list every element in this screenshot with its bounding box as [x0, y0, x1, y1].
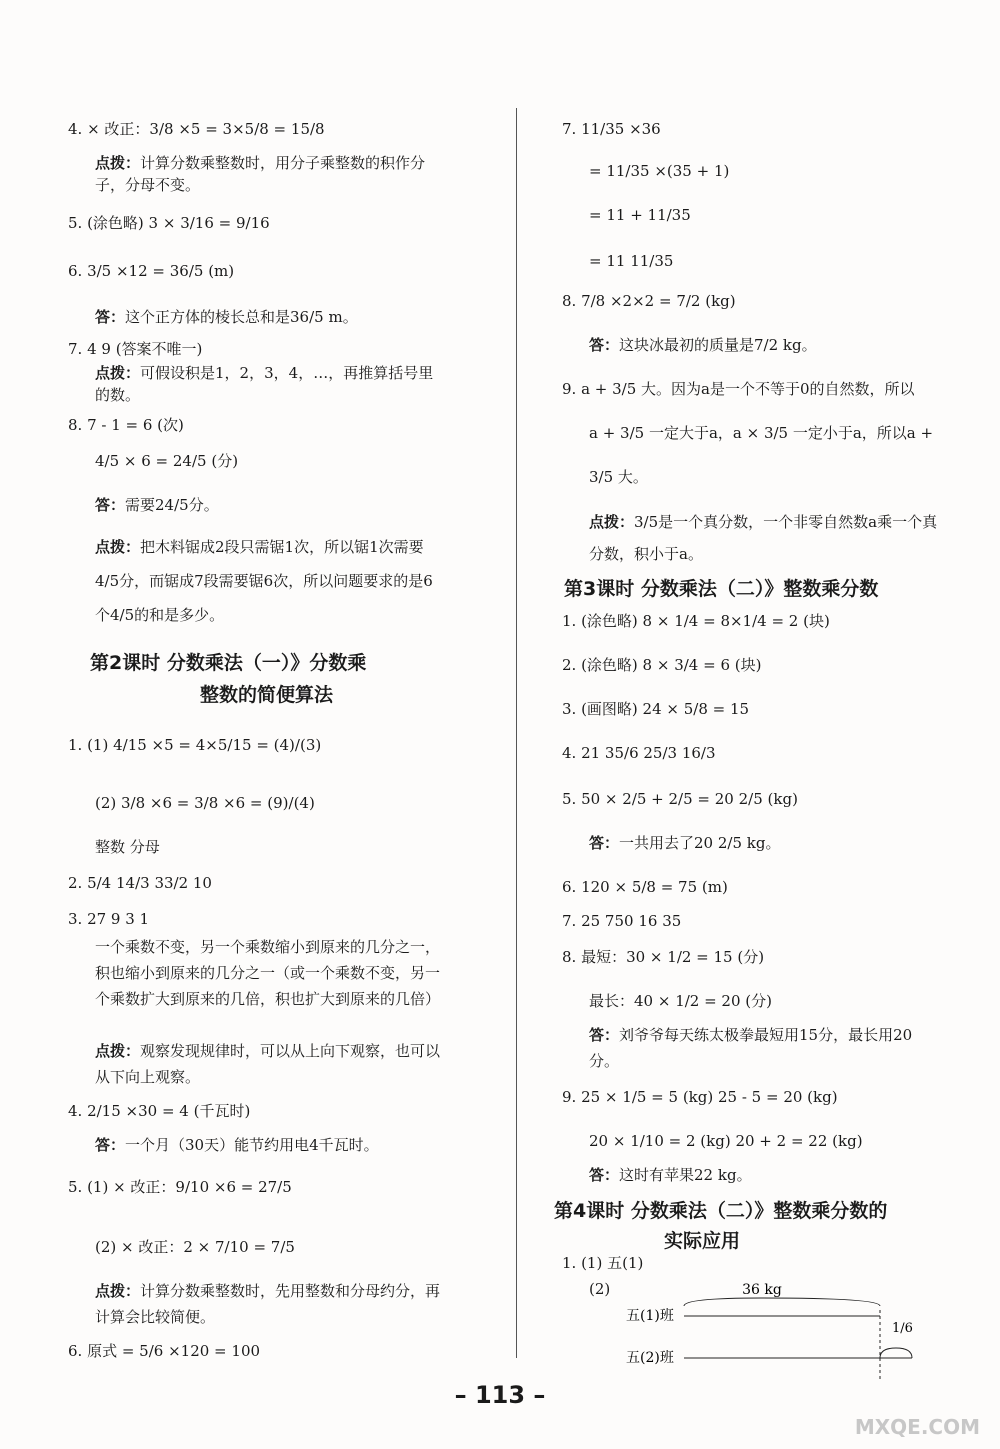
s3-q1: 1. (涂色略) 8 × 1/4 = 8×1/4 = 2 (块)	[562, 612, 830, 630]
class1-label: 五(1)班	[626, 1308, 674, 1324]
s3-q4: 4. 21 35/6 25/3 16/3	[562, 744, 716, 762]
tip-text: 可假设积是1，2，3，4，…，再推算括号里的数。	[95, 364, 434, 404]
answer-label: 答：	[95, 496, 126, 514]
s3-q9-1: 9. 25 × 1/5 = 5 (kg) 25 - 5 = 20 (kg)	[562, 1088, 838, 1106]
q8-line-b: 4/5 × 6 = 24/5 (分)	[95, 452, 239, 470]
column-divider	[516, 108, 517, 1358]
r-q8: 8. 7/8 ×2×2 = 7/2 (kg)	[562, 292, 736, 310]
r-q7-3: = 11 + 11/35	[589, 206, 691, 224]
q8-tip	[95, 530, 445, 632]
r-q9-2: a + 3/5 一定大于a，a × 3/5 一定小于a，所以a +	[589, 424, 934, 442]
diagram-weight-label: 36 kg	[742, 1282, 782, 1298]
class2-brace	[880, 1348, 912, 1358]
section-title-4b: 实际应用	[664, 1230, 741, 1252]
q7-line: 7. 4 9 (答案不唯一)	[68, 340, 203, 358]
watermark: MXQE.COM	[854, 1415, 980, 1439]
s3-q5-answer	[589, 832, 780, 854]
page-number: – 113 –	[454, 1381, 546, 1409]
section-title-2: 第2课时 分数乘法（一）》分数乘	[90, 652, 367, 674]
q4-tip	[95, 152, 445, 196]
s3-q3: 3. (画图略) 24 × 5/8 = 15	[562, 700, 750, 718]
s3-q6: 6. 120 × 5/8 = 75 (m)	[562, 878, 728, 896]
tip-text: 计算分数乘整数时，先用整数和分母约分，再计算会比较简便。	[95, 1282, 441, 1326]
tip-label: 点拨：	[95, 538, 141, 556]
s3-q7: 7. 25 750 16 35	[562, 912, 682, 930]
tip-text: 3/5是一个真分数，一个非零自然数a乘一个真分数，积小于a。	[589, 513, 938, 563]
answer-text: 一共用去了20 2/5 kg。	[619, 834, 781, 852]
answer-text: 一个月（30天）能节约用电4千瓦时。	[125, 1136, 379, 1154]
s3-q2: 2. (涂色略) 8 × 3/4 = 6 (块)	[562, 656, 762, 674]
s2-q5-2: (2) × 改正：2 × 7/10 = 7/5	[95, 1238, 295, 1256]
q7-tip	[95, 362, 445, 406]
r-q9-tip	[589, 506, 939, 570]
s4-q1-1: 1. (1) 五(1)	[562, 1254, 644, 1272]
s2-q4-answer	[95, 1134, 379, 1156]
answer-label: 答：	[589, 1166, 620, 1184]
diagram-fraction: 1/6	[892, 1321, 913, 1336]
s2-q6: 6. 原式 = 5/6 ×120 = 100	[68, 1342, 261, 1360]
q8-answer	[95, 494, 219, 516]
r-q7-2: = 11/35 ×(35 + 1)	[589, 162, 730, 180]
s2-q4: 4. 2/15 ×30 = 4 (千瓦时)	[68, 1102, 251, 1120]
tip-label: 点拨：	[95, 1042, 141, 1060]
tip-text: 把木料锯成2段只需锯1次，所以锯1次需要4/5分，而锯成7段需要锯6次，所以问题要求的是6个4/5的和是多少。	[95, 538, 433, 624]
answer-text: 需要24/5分。	[125, 496, 219, 514]
tip-label: 点拨：	[589, 513, 635, 531]
s2-q1-2: (2) 3/8 ×6 = 3/8 ×6 = (9)/(4)	[95, 794, 315, 812]
r-q9-3: 3/5 大。	[589, 468, 648, 486]
q8-line-a: 8. 7 - 1 = 6 (次)	[68, 416, 184, 434]
s3-q9-2: 20 × 1/10 = 2 (kg) 20 + 2 = 22 (kg)	[589, 1132, 863, 1150]
tip-text: 观察发现规律时，可以从上向下观察，也可以从下向上观察。	[95, 1042, 441, 1086]
r-q9-1: 9. a + 3/5 大。因为a是一个不等于0的自然数，所以	[562, 380, 915, 398]
top-brace	[684, 1298, 880, 1306]
tip-text: 计算分数乘整数时，用分子乘整数的积作分子，分母不变。	[95, 154, 426, 194]
s3-q8-2: 最长：40 × 1/2 = 20 (分)	[589, 992, 772, 1010]
answer-label: 答：	[589, 336, 620, 354]
r-q7-1: 7. 11/35 ×36	[562, 120, 661, 138]
answer-label: 答：	[95, 1136, 126, 1154]
s3-q9-answer	[589, 1164, 752, 1186]
r-q7-4: = 11 11/35	[589, 252, 674, 270]
class2-label: 五(2)班	[626, 1350, 674, 1366]
s2-q3: 3. 27 9 3 1	[68, 910, 150, 928]
s3-q8-1: 8. 最短：30 × 1/2 = 15 (分)	[562, 948, 765, 966]
q6-line: 6. 3/5 ×12 = 36/5 (m)	[68, 262, 235, 280]
answer-text: 刘爷爷每天练太极拳最短用15分，最长用20分。	[589, 1026, 913, 1070]
s2-q1-1: 1. (1) 4/15 ×5 = 4×5/15 = (4)/(3)	[68, 736, 322, 754]
tip-label: 点拨：	[95, 364, 141, 382]
answer-label: 答：	[589, 1026, 620, 1044]
s2-q2: 2. 5/4 14/3 33/2 10	[68, 874, 212, 892]
section-title-2b: 整数的简便算法	[200, 684, 334, 706]
s4-q1-2: (2)	[589, 1280, 611, 1298]
tip-label: 点拨：	[95, 1282, 141, 1300]
q4-line: 4. × 改正：3/8 ×5 = 3×5/8 = 15/8	[68, 120, 325, 138]
tip-label: 点拨：	[95, 154, 141, 172]
section-title-4: 第4课时 分数乘法（二）》整数乘分数的	[554, 1200, 888, 1222]
s3-q5: 5. 50 × 2/5 + 2/5 = 20 2/5 (kg)	[562, 790, 798, 808]
q5-line: 5. (涂色略) 3 × 3/16 = 9/16	[68, 214, 270, 232]
q6-answer	[95, 306, 358, 328]
r-q8-answer	[589, 334, 817, 356]
answer-text: 这块冰最初的质量是7/2 kg。	[619, 336, 817, 354]
answer-label: 答：	[95, 308, 126, 326]
s2-q3-tip	[95, 1038, 445, 1090]
answer-text: 这个正方体的棱长总和是36/5 m。	[125, 308, 358, 326]
bar-diagram	[562, 1280, 962, 1380]
s3-q8-answer	[589, 1022, 939, 1074]
s2-q1-3: 整数 分母	[95, 838, 160, 856]
s2-q3-text: 一个乘数不变，另一个乘数缩小到原来的几分之一，积也缩小到原来的几分之一（或一个乘数不变，另一个乘数扩大到原来的几倍，积也扩大到原来的几倍）	[95, 938, 441, 1008]
s2-q5-1: 5. (1) × 改正：9/10 ×6 = 27/5	[68, 1178, 292, 1196]
answer-text: 这时有苹果22 kg。	[619, 1166, 752, 1184]
s2-q5-tip	[95, 1278, 445, 1330]
section-title-3: 第3课时 分数乘法（二）》整数乘分数	[564, 578, 879, 600]
answer-label: 答：	[589, 834, 620, 852]
